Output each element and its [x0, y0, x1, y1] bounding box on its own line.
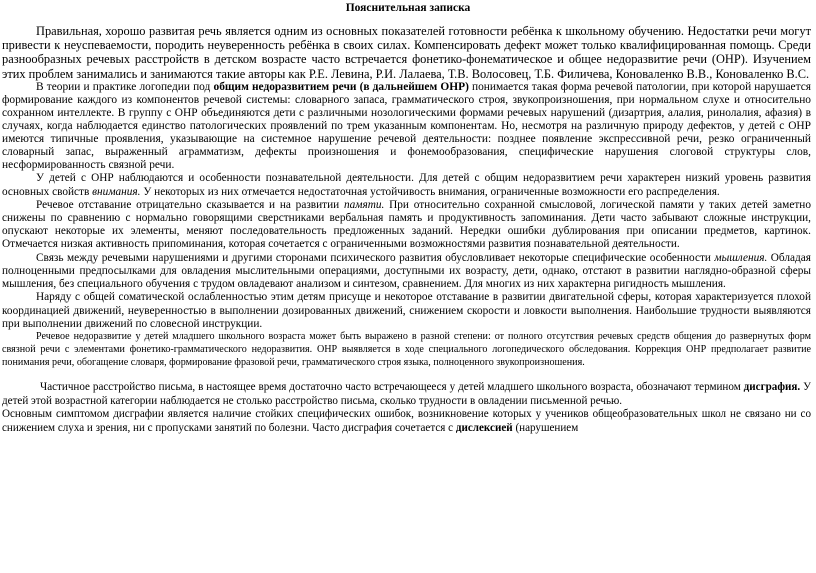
paragraph-gap — [2, 369, 811, 381]
paragraph-memory — [2, 199, 811, 252]
paragraph-correction: Речевое недоразвитие у детей младшего школьного возраста может быть выражено в разной степени: от полного отсутствия речевых средств общения до развернутых форм связной речи с элементами фонетико-грамматического недоразвития. ОНР выявляется в ходе специального логопедического обследования. Коррекция ОНР предполагает развитие понимания речи, обогащение словаря, формирование фразовой речи, грамматического строя языка, полноценного звукопроизношения. — [2, 330, 811, 368]
paragraph-text: У детей с ОНР наблюдаются и особенности познавательной деятельности. Для детей с общим недоразвитием речи характерен низкий уровень развития основных свойств — [2, 172, 811, 198]
paragraph-thinking — [2, 252, 811, 292]
paragraph-motor: Наряду с общей соматической ослабленностью этим детям присуще и некоторое отставание в развитии двигательной сферы, которая характеризуется плохой координацией движений, неуверенностью в выполнении дозированных движений, снижением скорости и ловкости выполнения. Наибольшие трудности выявляются при выполнении движений по словесной инструкции. — [2, 291, 811, 330]
term-attention: внимания. — [92, 185, 141, 198]
paragraph-text: Обладая полноценными предпосылками для овладения мыслительными операциями, доступными их возрасту, дети, однако, отстают в развитии наглядно-образной сферы мышления, без специального обучения с трудом овладевают анализом и синтезом, сравнением. Для многих из них характерна ригидность мышления. — [2, 251, 811, 291]
paragraph-text: Частичное расстройство письма, в настоящее время достаточно часто встречающееся у детей младшего школьного возраста, обозначают термином — [40, 381, 744, 394]
term-memory: памяти. — [343, 198, 385, 211]
paragraph-attention — [2, 172, 811, 198]
term-dysgraphia: дисграфия. — [743, 381, 801, 394]
paragraph-text: понимается такая форма речевой патологии, при которой нарушается формирование каждого из компонентов речевой системы: словарного запаса, грамматического строя, звукопроизношения, при нормальном слухе и относительно сохранном интеллекте. В группу с ОНР объединяются дети с различными нозологическими формами речевых нарушений (дизартрия, алалия, ринолалия, афазия) в случаях, когда наблюдается единство патологических проявлений по трем указанным компонентам. Но, несмотря на различную природу дефектов, у детей с ОНР имеются типичные проявления, указывающие на системное нарушение речевой деятельности: позднее появление экспрессивной речи, резко ограниченный словарный запас, выраженный аграмматизм, дефекты произношения и фонемообразования, специфические нарушения слоговой структуры слов, несформированность связной речи. — [2, 80, 811, 172]
paragraph-dysgraphia — [2, 381, 811, 408]
paragraph-text: (нарушением — [512, 421, 579, 434]
term-thinking: мышления. — [714, 251, 768, 264]
paragraph-text: У детей этой возрастной категории наблюдается не столько расстройство письма, сколько трудности в овладении письменной речью. — [2, 381, 811, 407]
paragraph-text: Основным симптомом дисграфии является наличие стойких специфических ошибок, возникновение которых у учеников общеобразовательных школ не связано ни со снижением слуха и зрения, ни с пропусками занятий по болезни. Часто дисграфия сочетается с — [2, 408, 811, 434]
paragraph-symptom — [2, 408, 811, 435]
paragraph-text: В теории и практике логопедии под — [36, 80, 214, 93]
document-body — [2, 24, 811, 435]
paragraph-text: При относительно сохранной смысловой, логической памяти у таких детей заметно снижены по сравнению с нормально говорящими сверстниками вербальная память и продуктивность запоминания. Дети часто забывают сложные инструкции, опускают некоторые их элементы, меняют последовательность предложенных заданий. Нередки ошибки дублирования при описании предметов, картинок. Отмечается низкая активность припоминания, которая сочетается с ограниченными возможностями развития познавательной деятельности. — [2, 198, 811, 251]
paragraph-text: У некоторых из них отмечается недостаточная устойчивость внимания, ограниченные возможности его распределения. — [140, 185, 720, 198]
document-title: Пояснительная записка — [345, 2, 471, 14]
paragraph-intro: Правильная, хорошо развитая речь является одним из основных показателей готовности ребёнка к школьному обучению. Недостатки речи могут привести к неуспеваемости, породить неуверенность ребёнка в своих силах. Компенсировать дефект может только квалифицированная помощь. Среди разнообразных речевых расстройств в детском возрасте часто встречается фонетико-фонематическое и общее недоразвитие речи (ОНР). Изучением этих проблем занимались и занимаются такие авторы как Р.Е. Левина, Р.И. Лалаева, Т.В. Волосовец, Т.Б. Филичева, Коноваленко В.В., Коноваленко В.С. — [2, 24, 811, 81]
paragraph-onr-definition — [2, 81, 811, 173]
paragraph-text: Связь между речевыми нарушениями и другими сторонами психического развития обусловливает некоторые специфические особенности — [36, 251, 715, 264]
term-dyslexia: дислексией — [455, 421, 513, 434]
paragraph-text: Речевое отставание отрицательно сказывается и на развитии — [36, 198, 344, 211]
term-onr: общим недоразвитием речи (в дальнейшем ОНР) — [213, 80, 469, 93]
